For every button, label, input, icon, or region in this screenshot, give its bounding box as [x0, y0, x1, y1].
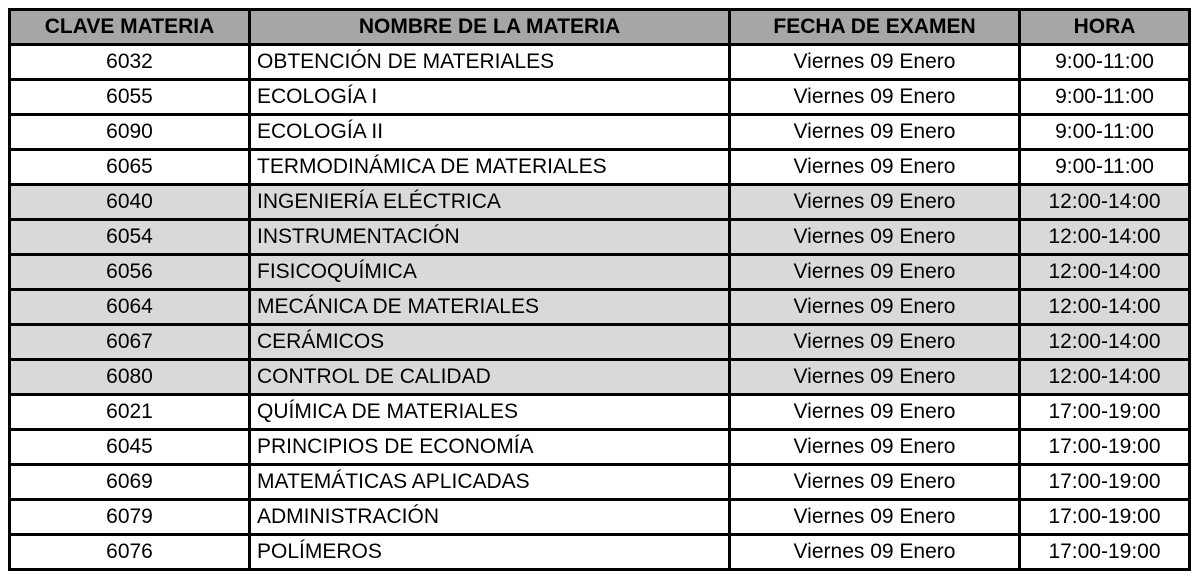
- table-row: [10, 45, 1190, 80]
- cell-fecha: Viernes 09 Enero: [730, 465, 1020, 500]
- table-row: [10, 150, 1190, 185]
- cell-hora: 9:00-11:00: [1020, 115, 1190, 150]
- cell-fecha: Viernes 09 Enero: [730, 500, 1020, 535]
- cell-hora: 12:00-14:00: [1020, 255, 1190, 290]
- cell-hora: 9:00-11:00: [1020, 80, 1190, 115]
- column-header-nombre: NOMBRE DE LA MATERIA: [250, 10, 730, 45]
- cell-fecha: Viernes 09 Enero: [730, 80, 1020, 115]
- column-header-hora: HORA: [1020, 10, 1190, 45]
- cell-hora: 12:00-14:00: [1020, 290, 1190, 325]
- table-row: [10, 185, 1190, 220]
- cell-nombre: INGENIERÍA ELÉCTRICA: [250, 185, 730, 220]
- exam-schedule-table: [8, 8, 1191, 571]
- cell-fecha: Viernes 09 Enero: [730, 360, 1020, 395]
- table-row: [10, 360, 1190, 395]
- cell-hora: 17:00-19:00: [1020, 500, 1190, 535]
- cell-nombre: FISICOQUÍMICA: [250, 255, 730, 290]
- cell-nombre: OBTENCIÓN DE MATERIALES: [250, 45, 730, 80]
- cell-clave: 6032: [10, 45, 250, 80]
- header-row: [10, 10, 1190, 45]
- column-header-fecha: FECHA DE EXAMEN: [730, 10, 1020, 45]
- cell-clave: 6069: [10, 465, 250, 500]
- cell-hora: 12:00-14:00: [1020, 360, 1190, 395]
- cell-clave: 6076: [10, 535, 250, 570]
- table-row: [10, 325, 1190, 360]
- cell-nombre: QUÍMICA DE MATERIALES: [250, 395, 730, 430]
- cell-fecha: Viernes 09 Enero: [730, 220, 1020, 255]
- cell-nombre: POLÍMEROS: [250, 535, 730, 570]
- cell-clave: 6040: [10, 185, 250, 220]
- cell-clave: 6065: [10, 150, 250, 185]
- cell-hora: 12:00-14:00: [1020, 185, 1190, 220]
- table-body: [10, 45, 1190, 570]
- cell-nombre: PRINCIPIOS DE ECONOMÍA: [250, 430, 730, 465]
- cell-clave: 6064: [10, 290, 250, 325]
- cell-clave: 6067: [10, 325, 250, 360]
- cell-nombre: CONTROL DE CALIDAD: [250, 360, 730, 395]
- cell-fecha: Viernes 09 Enero: [730, 535, 1020, 570]
- cell-clave: 6055: [10, 80, 250, 115]
- cell-fecha: Viernes 09 Enero: [730, 395, 1020, 430]
- cell-hora: 12:00-14:00: [1020, 220, 1190, 255]
- table-row: [10, 535, 1190, 570]
- table-row: [10, 430, 1190, 465]
- table-row: [10, 465, 1190, 500]
- cell-nombre: ADMINISTRACIÓN: [250, 500, 730, 535]
- cell-fecha: Viernes 09 Enero: [730, 150, 1020, 185]
- cell-hora: 9:00-11:00: [1020, 150, 1190, 185]
- cell-clave: 6090: [10, 115, 250, 150]
- cell-clave: 6056: [10, 255, 250, 290]
- cell-hora: 17:00-19:00: [1020, 535, 1190, 570]
- table-row: [10, 80, 1190, 115]
- cell-clave: 6080: [10, 360, 250, 395]
- cell-clave: 6054: [10, 220, 250, 255]
- table-row: [10, 500, 1190, 535]
- cell-fecha: Viernes 09 Enero: [730, 185, 1020, 220]
- cell-hora: 17:00-19:00: [1020, 430, 1190, 465]
- cell-nombre: ECOLOGÍA II: [250, 115, 730, 150]
- cell-fecha: Viernes 09 Enero: [730, 255, 1020, 290]
- cell-fecha: Viernes 09 Enero: [730, 290, 1020, 325]
- cell-hora: 17:00-19:00: [1020, 465, 1190, 500]
- table-row: [10, 395, 1190, 430]
- cell-nombre: INSTRUMENTACIÓN: [250, 220, 730, 255]
- cell-nombre: CERÁMICOS: [250, 325, 730, 360]
- cell-fecha: Viernes 09 Enero: [730, 430, 1020, 465]
- table-row: [10, 290, 1190, 325]
- table-row: [10, 115, 1190, 150]
- cell-clave: 6021: [10, 395, 250, 430]
- cell-hora: 12:00-14:00: [1020, 325, 1190, 360]
- cell-fecha: Viernes 09 Enero: [730, 45, 1020, 80]
- table-row: [10, 255, 1190, 290]
- cell-clave: 6079: [10, 500, 250, 535]
- column-header-clave: CLAVE MATERIA: [10, 10, 250, 45]
- cell-nombre: MECÁNICA DE MATERIALES: [250, 290, 730, 325]
- cell-nombre: ECOLOGÍA I: [250, 80, 730, 115]
- table-row: [10, 220, 1190, 255]
- cell-hora: 17:00-19:00: [1020, 395, 1190, 430]
- cell-nombre: MATEMÁTICAS APLICADAS: [250, 465, 730, 500]
- cell-clave: 6045: [10, 430, 250, 465]
- cell-hora: 9:00-11:00: [1020, 45, 1190, 80]
- cell-fecha: Viernes 09 Enero: [730, 325, 1020, 360]
- cell-nombre: TERMODINÁMICA DE MATERIALES: [250, 150, 730, 185]
- cell-fecha: Viernes 09 Enero: [730, 115, 1020, 150]
